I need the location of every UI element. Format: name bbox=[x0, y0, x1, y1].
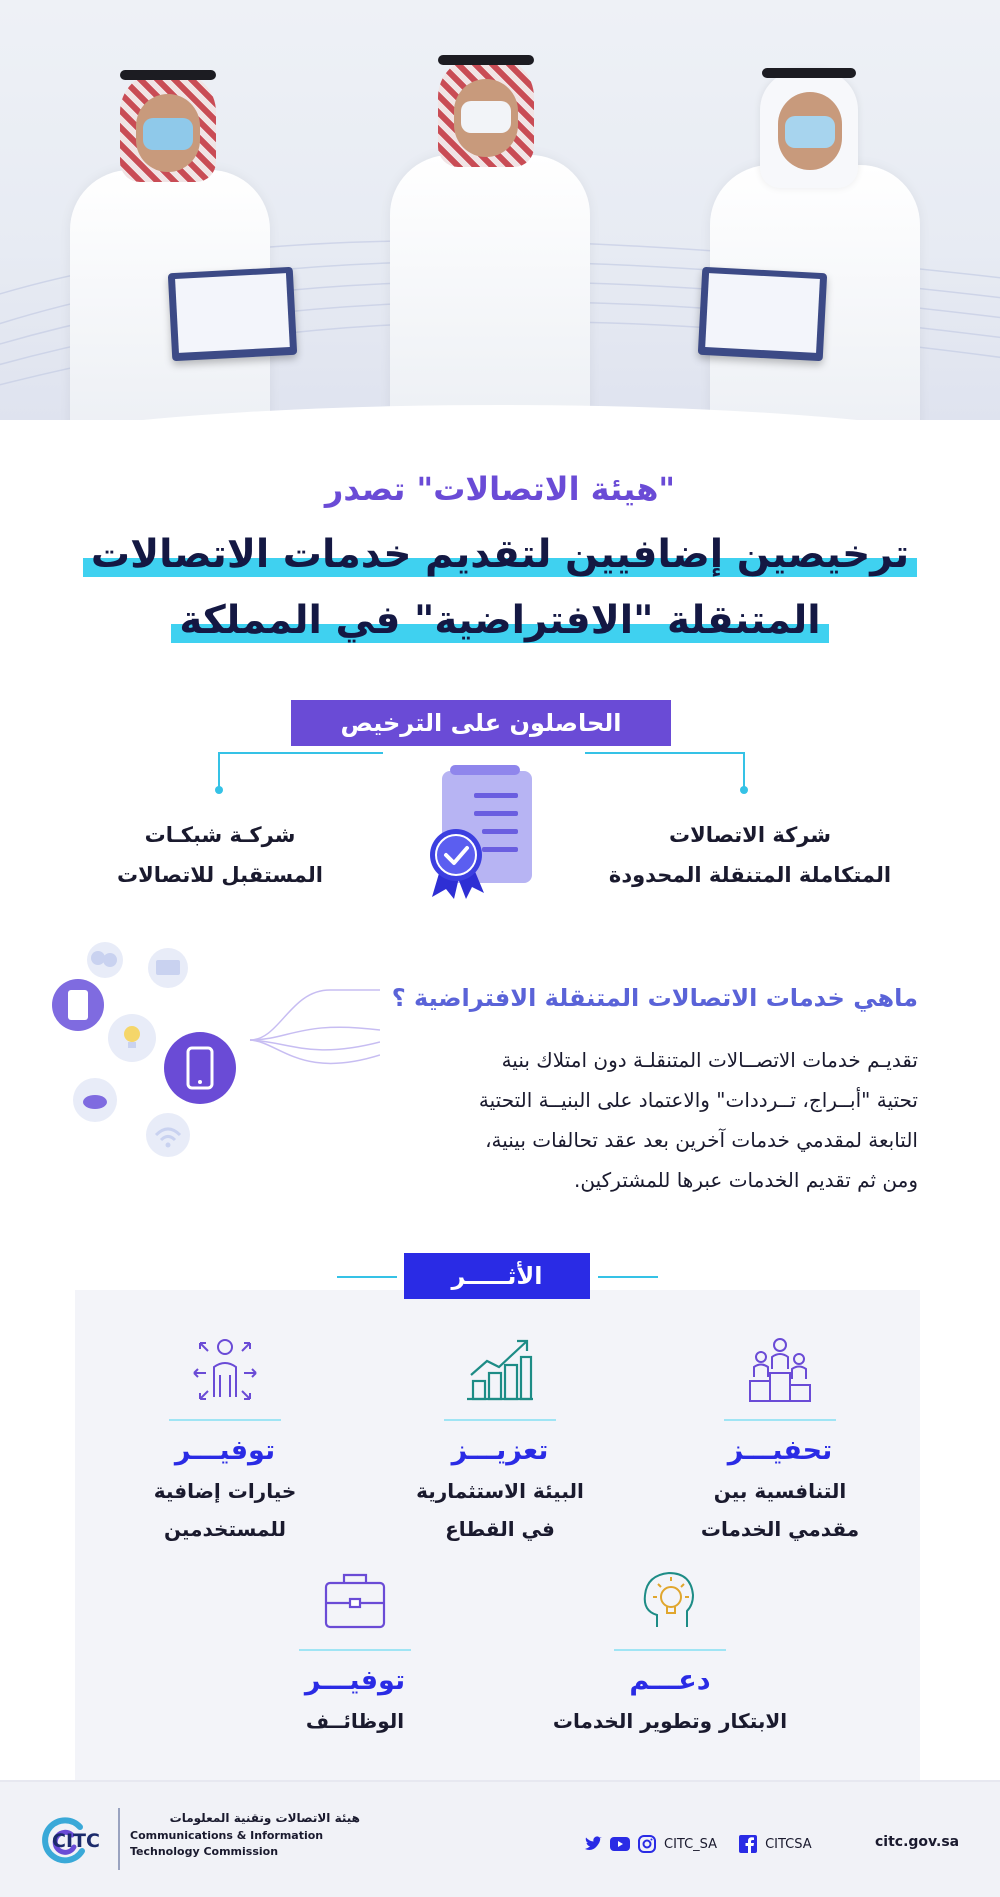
what-is-title: ماهي خدمات الاتصالات المتنقلة الافتراضية ؟ bbox=[391, 984, 918, 1012]
license-document-icon bbox=[420, 765, 550, 900]
twitter-icon[interactable] bbox=[584, 1836, 602, 1852]
impact-item-heading: تعزيـــز bbox=[451, 1435, 549, 1466]
footer bbox=[0, 1782, 1000, 1897]
licensee-right bbox=[590, 815, 910, 895]
licensees-title: الحاصلون على الترخيص bbox=[291, 700, 671, 746]
impact-item-competition bbox=[650, 1335, 910, 1548]
what-is-body bbox=[318, 1040, 918, 1200]
instagram-icon[interactable] bbox=[638, 1835, 656, 1853]
impact-item-line2: للمستخدمين bbox=[163, 1517, 287, 1541]
impact-item-text bbox=[370, 1472, 630, 1548]
impact-item-heading: توفيـــر bbox=[304, 1665, 406, 1696]
licensee-right-line2: المتكاملة المتنقلة المحدودة bbox=[608, 863, 892, 887]
connector-left bbox=[218, 752, 383, 754]
impact-item-text bbox=[95, 1472, 355, 1548]
footer-logo-divider bbox=[118, 1808, 120, 1870]
impact-item-options bbox=[95, 1335, 355, 1548]
certificate-folder bbox=[168, 267, 297, 361]
impact-item-heading: تحفيـــز bbox=[727, 1435, 833, 1466]
briefcase-icon bbox=[320, 1565, 390, 1635]
impact-item-line1: خيارات إضافية bbox=[153, 1479, 297, 1503]
certificate-folder bbox=[698, 267, 827, 361]
person-right bbox=[700, 60, 940, 420]
connector-dot bbox=[215, 786, 223, 794]
impact-item-separator bbox=[299, 1649, 411, 1651]
licensee-left bbox=[90, 815, 350, 895]
impact-item-jobs bbox=[225, 1565, 485, 1740]
social-links bbox=[584, 1834, 812, 1854]
impact-item-line2: مقدمي الخدمات bbox=[700, 1517, 860, 1541]
person-center bbox=[380, 45, 610, 420]
social-handle-1[interactable]: CITC_SA bbox=[664, 1836, 718, 1852]
podium-people-icon bbox=[745, 1335, 815, 1405]
impact-item-line2: في القطاع bbox=[445, 1517, 555, 1541]
impact-rule-left bbox=[337, 1276, 397, 1278]
impact-item-investment bbox=[370, 1335, 630, 1548]
licensee-right-line1: شركة الاتصالات bbox=[668, 823, 831, 847]
impact-item-separator bbox=[724, 1419, 836, 1421]
headline-line2: ترخيصين إضافيين لتقديم خدمات الاتصالات bbox=[0, 532, 1000, 577]
licensee-left-line2: المستقبل للاتصالات bbox=[117, 863, 323, 887]
connector-right-drop bbox=[743, 752, 745, 788]
impact-item-heading: توفيـــر bbox=[174, 1435, 276, 1466]
citc-logo-text: CITC bbox=[52, 1830, 100, 1852]
impact-item-text bbox=[650, 1472, 910, 1548]
website-link[interactable]: citc.gov.sa bbox=[875, 1834, 960, 1850]
licensee-left-line1: شركـة شبكـات bbox=[144, 823, 296, 847]
footer-org-english-line1: Communications & Information bbox=[130, 1829, 324, 1842]
impact-item-innovation bbox=[520, 1565, 820, 1740]
youtube-icon[interactable] bbox=[610, 1836, 630, 1852]
facebook-icon[interactable] bbox=[739, 1835, 757, 1853]
connector-right bbox=[585, 752, 745, 754]
growth-chart-icon bbox=[465, 1335, 535, 1405]
impact-item-heading: دعـــم bbox=[629, 1665, 711, 1696]
social-handle-2[interactable]: CITCSA bbox=[765, 1836, 812, 1852]
headline-line3: المتنقلة "الافتراضية" في المملكة bbox=[0, 598, 1000, 643]
connector-left-drop bbox=[218, 752, 220, 788]
innovation-head-icon bbox=[635, 1565, 705, 1635]
footer-org-arabic: هيئة الاتصالات وتقنية المعلومات bbox=[169, 1811, 360, 1825]
footer-org-english-line2: Technology Commission bbox=[130, 1845, 279, 1858]
impact-item-separator bbox=[169, 1419, 281, 1421]
impact-item-text bbox=[225, 1702, 485, 1740]
what-is-line1: تقديـم خدمات الاتصــالات المتنقلـة دون امتلاك بنية bbox=[501, 1048, 918, 1072]
footer-org-name bbox=[130, 1810, 360, 1827]
impact-rule-right bbox=[598, 1276, 658, 1278]
impact-item-line1: الوظائــف bbox=[305, 1709, 405, 1733]
what-is-line2: تحتية "أبــراج، تــرددات" والاعتماد على البنيــة التحتية bbox=[478, 1088, 918, 1112]
impact-title: الأثـــــر bbox=[404, 1253, 590, 1299]
what-is-line4: ومن ثم تقديم الخدمات عبرها للمشتركين. bbox=[574, 1168, 918, 1192]
connector-dot bbox=[740, 786, 748, 794]
impact-item-separator bbox=[614, 1649, 726, 1651]
hero-photo bbox=[0, 0, 1000, 420]
impact-item-line1: الابتكار وتطوير الخدمات bbox=[552, 1709, 788, 1733]
what-is-line3: التابعة لمقدمي خدمات آخرين بعد عقد تحالفات بينية، bbox=[485, 1128, 918, 1152]
user-options-icon bbox=[190, 1335, 260, 1405]
person-left bbox=[60, 60, 290, 420]
headline-line1: "هيئة الاتصالات" تصدر bbox=[324, 470, 676, 508]
impact-item-line1: البيئة الاستثمارية bbox=[416, 1479, 584, 1503]
impact-item-text bbox=[520, 1702, 820, 1740]
impact-item-line1: التنافسية بين bbox=[713, 1479, 847, 1503]
impact-item-separator bbox=[444, 1419, 556, 1421]
footer-org-english bbox=[130, 1828, 323, 1860]
